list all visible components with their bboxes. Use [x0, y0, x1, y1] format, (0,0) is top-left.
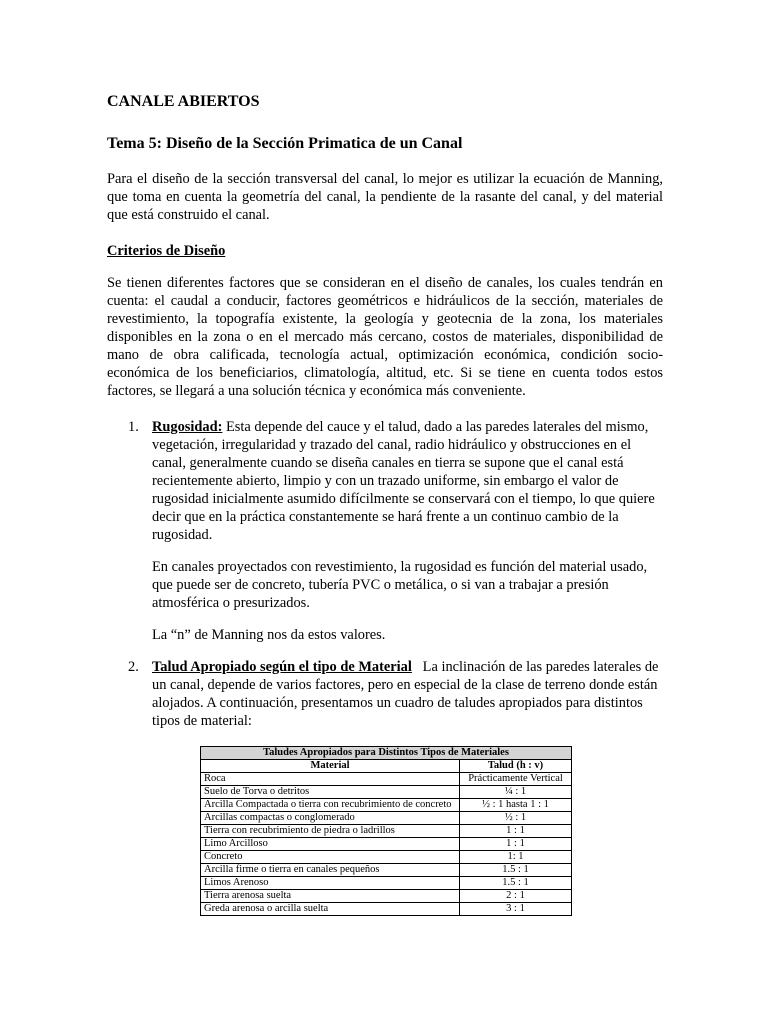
talud-cell: 3 : 1 — [460, 903, 572, 916]
table-row — [201, 864, 572, 877]
talud-cell: ¼ : 1 — [460, 786, 572, 799]
table-row — [201, 890, 572, 903]
material-cell: Greda arenosa o arcilla suelta — [201, 903, 460, 916]
table-row — [201, 851, 572, 864]
document-title: CANALE ABIERTOS — [107, 93, 260, 110]
talud-cell: 1.5 : 1 — [460, 877, 572, 890]
table-body — [201, 773, 572, 916]
column-header-talud: Talud (h : v) — [460, 760, 572, 773]
talud-cell: 1 : 1 — [460, 825, 572, 838]
intro-paragraph: Para el diseño de la sección transversal del canal, lo mejor es utilizar la ecuación de Manning, que toma en cuenta la geometría del canal, la pendiente de la rasante del canal, y del material que está construido el canal. — [107, 171, 663, 223]
topic-heading: Tema 5: Diseño de la Sección Primatica de un Canal — [107, 135, 463, 152]
talud-cell: 2 : 1 — [460, 890, 572, 903]
numbered-list — [107, 418, 663, 730]
talud-cell: 1: 1 — [460, 851, 572, 864]
talud-cell: ½ : 1 — [460, 812, 572, 825]
document-page — [107, 90, 663, 916]
table-header-row — [201, 760, 572, 773]
table-caption: Taludes Apropiados para Distintos Tipos de Materiales — [201, 747, 572, 760]
list-item-text — [152, 658, 663, 730]
table-row — [201, 825, 572, 838]
material-cell: Concreto — [201, 851, 460, 864]
material-cell: Arcilla firme o tierra en canales pequeños — [201, 864, 460, 877]
term-description: Esta depende del cauce y el talud, dado a las paredes laterales del mismo, vegetación, irregularidad y trazado del canal, radio hidráulico y obstrucciones en el canal, generalmente cuando se diseña canales en tierra se supone que el canal está recientemente abierto, limpio y con un trazado uniforme, sin embargo el valor de rugosidad inicialmente asumido difícilmente se conservará con el tiempo, lo que quiere decir que en la práctica constantemente se hará frente a un continuo cambio de la rugosidad. — [152, 419, 655, 543]
list-item-paragraph: La “n” de Manning nos da estos valores. — [152, 627, 386, 643]
table-row — [201, 877, 572, 890]
criteria-paragraph: Se tienen diferentes factores que se consideran en el diseño de canales, los cuales tendrán en cuenta: el caudal a conducir, factores geométricos e hidráulicos de la sección, materiales de revestimiento, la topografía existente, la geología y geotecnia de la zona, los materiales disponibles en la zona o en el mercado más cercano, costos de materiales, disponibilidad de mano de obra calificada, tecnología actual, optimización económica, condición socio-económica de los beneficiarios, climatología, altitud, etc. Si se tiene en cuenta todos estos factores, se llegará a una solución técnica y económica más conveniente. — [107, 275, 663, 399]
term-label: Rugosidad: — [152, 419, 223, 435]
list-item-rugosidad — [107, 418, 663, 644]
term-description: La inclinación de las paredes laterales de un canal, depende de varios factores, pero en especial de la clase de terreno donde están alojados. A continuación, presentamos un cuadro de taludes apropiados para distintos tipos de material: — [152, 659, 663, 729]
table-row — [201, 838, 572, 851]
list-item-talud — [107, 658, 663, 730]
taludes-table — [200, 746, 572, 916]
material-cell: Limos Arenoso — [201, 877, 460, 890]
material-cell: Suelo de Torva o detritos — [201, 786, 460, 799]
list-number: 2. — [128, 659, 139, 675]
table-row — [201, 773, 572, 786]
list-number: 1. — [128, 419, 139, 435]
criteria-heading: Criterios de Diseño — [107, 243, 226, 259]
talud-cell: 1.5 : 1 — [460, 864, 572, 877]
table-row — [201, 799, 572, 812]
table-caption-row — [201, 747, 572, 760]
term-label: Talud Apropiado según el tipo de Material — [152, 659, 412, 675]
material-cell: Limo Arcilloso — [201, 838, 460, 851]
table-row — [201, 812, 572, 825]
material-cell: Tierra arenosa suelta — [201, 890, 460, 903]
list-item-paragraph: En canales proyectados con revestimiento, la rugosidad es función del material usado, que puede ser de concreto, tubería PVC o metálica, o si van a trabajar a presión atmosférica o presurizados. — [152, 559, 648, 611]
material-cell: Arcilla Compactada o tierra con recubrimiento de concreto — [201, 799, 460, 812]
material-cell: Arcillas compactas o conglomerado — [201, 812, 460, 825]
material-cell: Tierra con recubrimiento de piedra o ladrillos — [201, 825, 460, 838]
talud-cell: ½ : 1 hasta 1 : 1 — [460, 799, 572, 812]
material-cell: Roca — [201, 773, 460, 786]
talud-cell: 1 : 1 — [460, 838, 572, 851]
table-row — [201, 786, 572, 799]
talud-cell: Prácticamente Vertical — [460, 773, 572, 786]
column-header-material: Material — [201, 760, 460, 773]
table-row — [201, 903, 572, 916]
list-item-text — [152, 418, 663, 544]
